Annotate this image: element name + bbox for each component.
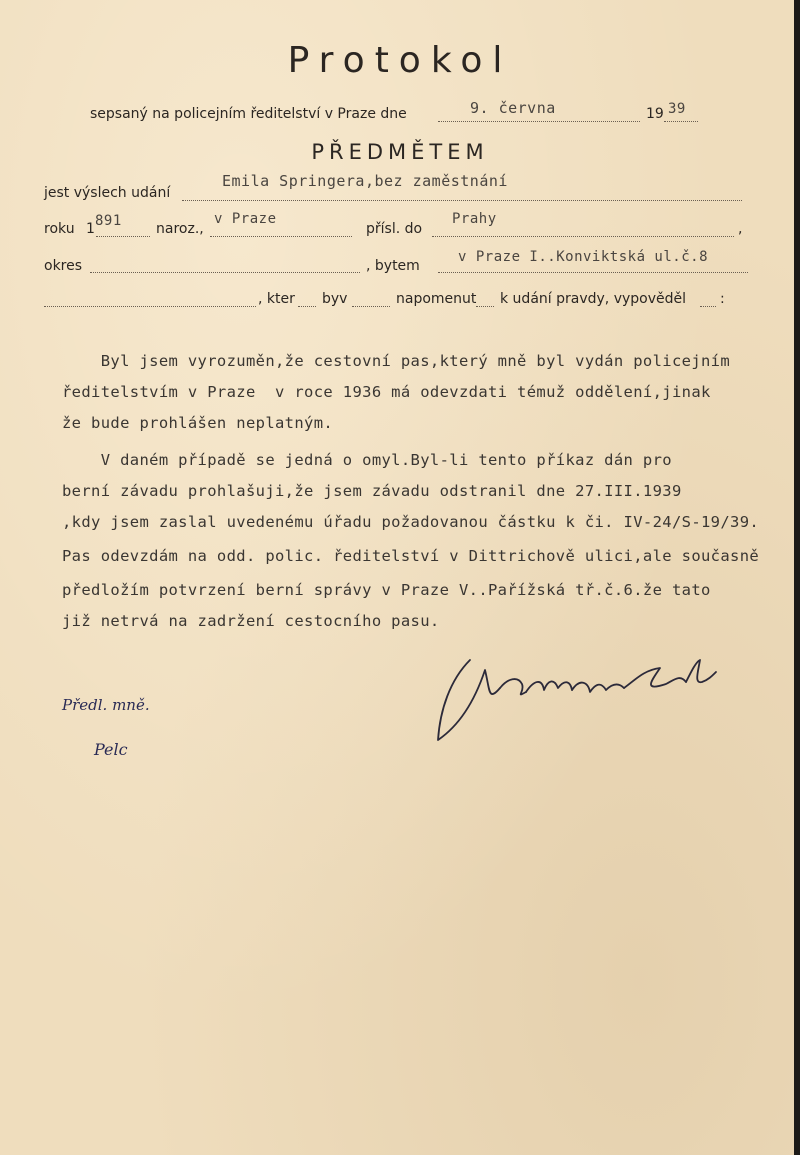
district-dotted-line [90, 272, 360, 273]
residence-label: , bytem [366, 258, 420, 274]
closing-dotted-line-4 [476, 306, 494, 307]
domicile-value: Prahy [452, 211, 497, 227]
domicile-label: přísl. do [366, 221, 423, 237]
birth-year-value: 891 [95, 213, 122, 229]
statement-line: ,kdy jsem zaslal uvedenému úřadu požadovanou částku k či. IV-24/S-19/39. [62, 513, 760, 531]
statement-line: již netrvá na zadržení cestocního pasu. [62, 612, 440, 630]
document-title: Protokol [287, 40, 513, 81]
year-label: roku [44, 221, 75, 237]
domicile-comma: , [738, 221, 743, 237]
closing-colon: : [720, 291, 725, 307]
document-subtitle: PŘEDMĚTEM [311, 140, 489, 164]
statement-line: ředitelstvím v Praze v roce 1936 má odevzdati témuž oddělení,jinak [62, 383, 711, 401]
handwritten-initials: Pelc [94, 740, 128, 759]
residence-dotted-line [438, 272, 748, 273]
born-label: naroz., [156, 221, 204, 237]
closing-napomenut: napomenut [396, 291, 477, 307]
year-prefix: 19 [646, 106, 664, 122]
closing-dotted-line-1 [44, 306, 256, 307]
district-label: okres [44, 258, 83, 274]
year-dotted-line [664, 121, 698, 122]
subject-label: jest výslech udání [44, 185, 171, 201]
closing-dotted-line-5 [700, 306, 716, 307]
signature-image [430, 640, 720, 750]
statement-line: Pas odevzdám na odd. polic. ředitelství v Dittrichově ulici,ale současně [62, 547, 760, 565]
closing-byv: byv [322, 291, 348, 307]
scan-edge [794, 0, 800, 1155]
date-dotted-line [438, 121, 640, 122]
statement-line: předložím potvrzení berní správy v Praze V..Pařížská tř.č.6.že tato [62, 581, 711, 599]
subject-value: Emila Springera,bez zaměstnání [222, 172, 508, 190]
domicile-dotted-line [432, 236, 734, 237]
year-typed: 39 [668, 101, 686, 117]
birth-year-prefix: 1 [86, 221, 95, 237]
date-typed: 9. června [470, 99, 556, 117]
statement-line: berní závadu prohlašuji,že jsem závadu odstranil dne 27.III.1939 [62, 482, 682, 500]
birth-year-dotted-line [96, 236, 150, 237]
born-value: v Praze [214, 211, 277, 227]
born-dotted-line [210, 236, 352, 237]
closing-dotted-line-3 [352, 306, 390, 307]
closing-dotted-line-2 [298, 306, 316, 307]
statement-line: že bude prohlášen neplatným. [62, 414, 334, 432]
subject-dotted-line [182, 200, 742, 201]
written-at-label: sepsaný na policejním ředitelství v Praze dne [90, 106, 407, 122]
handwritten-note: Předl. mně. [62, 696, 150, 714]
statement-line: Byl jsem vyrozuměn,že cestovní pas,který mně byl vydán policejním [62, 352, 731, 370]
statement-line: V daném případě se jedná o omyl.Byl-li tento příkaz dán pro [62, 451, 672, 469]
closing-rest: k udání pravdy, vypověděl [500, 291, 686, 307]
closing-ktery: , kter [258, 291, 295, 307]
residence-value: v Praze I..Konviktská ul.č.8 [458, 249, 709, 265]
